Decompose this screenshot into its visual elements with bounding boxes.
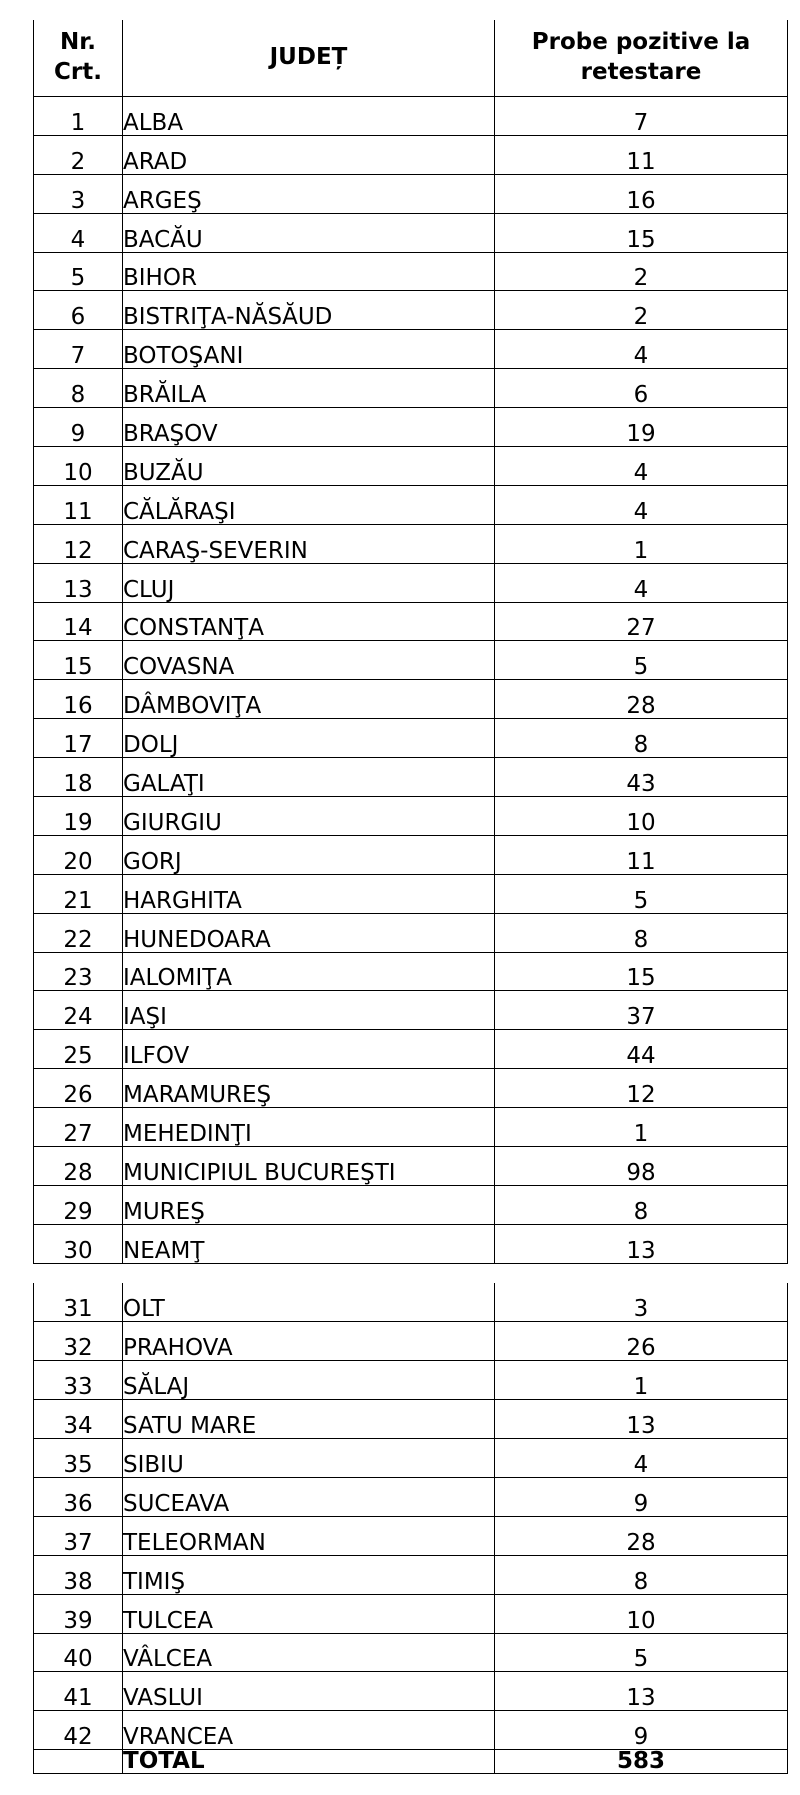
header-nr-crt [34,20,123,97]
table-row [34,1030,788,1069]
table-row [34,369,788,408]
positive-retests-value: 11 [495,135,788,174]
positive-retests-value: 1 [495,1108,788,1147]
table-row [34,135,788,174]
row-number: 41 [34,1672,123,1711]
positive-retests-value: 10 [495,1594,788,1633]
table-row [34,680,788,719]
county-table-part-2 [33,1283,788,1774]
county-name: ALBA [123,97,495,136]
row-number: 11 [34,485,123,524]
table-row [34,797,788,836]
row-number: 1 [34,97,123,136]
table-row [34,1069,788,1108]
positive-retests-value: 2 [495,291,788,330]
header-nr-line2: Crt. [54,59,102,85]
table-row [34,874,788,913]
county-name: VASLUI [123,1672,495,1711]
table-row [34,1361,788,1400]
row-number: 31 [34,1283,123,1322]
table-row [34,991,788,1030]
positive-retests-value: 5 [495,641,788,680]
table-row [34,1594,788,1633]
county-name: IALOMIŢA [123,952,495,991]
row-number: 24 [34,991,123,1030]
row-number: 28 [34,1147,123,1186]
table-row [34,408,788,447]
table-row [34,641,788,680]
row-number: 38 [34,1555,123,1594]
county-name: VRANCEA [123,1711,495,1750]
table-row [34,213,788,252]
table-row [34,1108,788,1147]
county-name: HUNEDOARA [123,913,495,952]
positive-retests-value: 16 [495,174,788,213]
positive-retests-value: 11 [495,835,788,874]
row-number: 33 [34,1361,123,1400]
table-row [34,1555,788,1594]
row-number: 22 [34,913,123,952]
positive-retests-value: 98 [495,1147,788,1186]
table-row [34,1477,788,1516]
county-name: GIURGIU [123,797,495,836]
table-row [34,524,788,563]
positive-retests-value: 44 [495,1030,788,1069]
row-number: 21 [34,874,123,913]
positive-retests-value: 9 [495,1477,788,1516]
header-nr-line1: Nr. [59,29,97,56]
county-name: SĂLAJ [123,1361,495,1400]
total-label: TOTAL [123,1750,495,1774]
county-name: TIMIŞ [123,1555,495,1594]
positive-retests-value: 8 [495,1185,788,1224]
county-name: MARAMUREŞ [123,1069,495,1108]
table-row [34,447,788,486]
positive-retests-value: 9 [495,1711,788,1750]
row-number: 7 [34,330,123,369]
row-number: 35 [34,1439,123,1478]
table-row [34,252,788,291]
table-row [34,1439,788,1478]
positive-retests-value: 8 [495,1555,788,1594]
county-name: PRAHOVA [123,1322,495,1361]
county-name: SUCEAVA [123,1477,495,1516]
row-number: 23 [34,952,123,991]
row-number: 18 [34,758,123,797]
table-row [34,97,788,136]
positive-retests-value: 19 [495,408,788,447]
positive-retests-value: 28 [495,680,788,719]
positive-retests-value: 13 [495,1400,788,1439]
table-row [34,719,788,758]
county-name: GALAŢI [123,758,495,797]
positive-retests-value: 37 [495,991,788,1030]
table-row [34,1147,788,1186]
county-name: TULCEA [123,1594,495,1633]
row-number: 5 [34,252,123,291]
row-number: 6 [34,291,123,330]
positive-retests-value: 2 [495,252,788,291]
total-row [34,1750,788,1774]
positive-retests-value: 27 [495,602,788,641]
total-value: 583 [495,1750,788,1774]
table-row [34,174,788,213]
county-name: NEAMŢ [123,1224,495,1263]
county-name: COVASNA [123,641,495,680]
county-name: BIHOR [123,252,495,291]
row-number: 32 [34,1322,123,1361]
table-row [34,602,788,641]
header-judet: JUDEȚ [123,20,495,97]
positive-retests-value: 1 [495,1361,788,1400]
row-number: 20 [34,835,123,874]
row-number: 39 [34,1594,123,1633]
table-row [34,330,788,369]
table-header-row [34,20,788,97]
table-row [34,1711,788,1750]
row-number: 30 [34,1224,123,1263]
total-nr-cell [34,1750,123,1774]
county-name: TELEORMAN [123,1516,495,1555]
row-number: 40 [34,1633,123,1672]
row-number: 13 [34,563,123,602]
header-probe-line1: Probe pozitive la [531,29,751,56]
positive-retests-value: 26 [495,1322,788,1361]
positive-retests-value: 4 [495,563,788,602]
positive-retests-value: 4 [495,1439,788,1478]
table-row [34,1400,788,1439]
row-number: 27 [34,1108,123,1147]
table-row [34,291,788,330]
county-name: DÂMBOVIŢA [123,680,495,719]
county-name: BRAŞOV [123,408,495,447]
table-row [34,913,788,952]
county-name: MUNICIPIUL BUCUREŞTI [123,1147,495,1186]
positive-retests-value: 4 [495,330,788,369]
county-name: SATU MARE [123,1400,495,1439]
row-number: 10 [34,447,123,486]
positive-retests-value: 12 [495,1069,788,1108]
positive-retests-value: 10 [495,797,788,836]
county-name: IAŞI [123,991,495,1030]
table-row [34,758,788,797]
table-row [34,1224,788,1263]
row-number: 9 [34,408,123,447]
positive-retests-value: 8 [495,719,788,758]
table-row [34,835,788,874]
row-number: 3 [34,174,123,213]
county-name: ARGEŞ [123,174,495,213]
county-name: CLUJ [123,563,495,602]
table-row [34,1516,788,1555]
county-name: MEHEDINŢI [123,1108,495,1147]
county-name: BRĂILA [123,369,495,408]
positive-retests-value: 5 [495,874,788,913]
table-row [34,1322,788,1361]
table-row [34,952,788,991]
positive-retests-value: 13 [495,1672,788,1711]
row-number: 4 [34,213,123,252]
row-number: 26 [34,1069,123,1108]
header-probe-pozitive [495,20,788,97]
table-row [34,1633,788,1672]
row-number: 42 [34,1711,123,1750]
positive-retests-value: 7 [495,97,788,136]
row-number: 25 [34,1030,123,1069]
positive-retests-value: 28 [495,1516,788,1555]
header-probe-line2: retestare [580,59,702,85]
county-name: ILFOV [123,1030,495,1069]
county-name: DOLJ [123,719,495,758]
row-number: 29 [34,1185,123,1224]
county-name: BACĂU [123,213,495,252]
positive-retests-value: 15 [495,952,788,991]
county-name: BISTRIŢA-NĂSĂUD [123,291,495,330]
positive-retests-value: 1 [495,524,788,563]
county-name: BUZĂU [123,447,495,486]
row-number: 17 [34,719,123,758]
county-name: GORJ [123,835,495,874]
county-name: MUREŞ [123,1185,495,1224]
positive-retests-value: 15 [495,213,788,252]
table-row [34,1185,788,1224]
county-name: VÂLCEA [123,1633,495,1672]
positive-retests-value: 13 [495,1224,788,1263]
row-number: 34 [34,1400,123,1439]
table-row [34,1672,788,1711]
row-number: 14 [34,602,123,641]
positive-retests-value: 4 [495,447,788,486]
row-number: 8 [34,369,123,408]
county-table-part-1 [33,20,788,1264]
table-row [34,563,788,602]
county-name: CĂLĂRAŞI [123,485,495,524]
positive-retests-value: 4 [495,485,788,524]
table-row [34,1283,788,1322]
row-number: 12 [34,524,123,563]
county-name: CONSTANŢA [123,602,495,641]
county-name: OLT [123,1283,495,1322]
positive-retests-value: 5 [495,1633,788,1672]
county-name: CARAŞ-SEVERIN [123,524,495,563]
row-number: 37 [34,1516,123,1555]
county-name: ARAD [123,135,495,174]
row-number: 16 [34,680,123,719]
county-name: HARGHITA [123,874,495,913]
county-name: BOTOŞANI [123,330,495,369]
row-number: 36 [34,1477,123,1516]
positive-retests-value: 3 [495,1283,788,1322]
row-number: 19 [34,797,123,836]
county-name: SIBIU [123,1439,495,1478]
positive-retests-value: 6 [495,369,788,408]
positive-retests-value: 43 [495,758,788,797]
row-number: 15 [34,641,123,680]
positive-retests-value: 8 [495,913,788,952]
table-row [34,485,788,524]
row-number: 2 [34,135,123,174]
